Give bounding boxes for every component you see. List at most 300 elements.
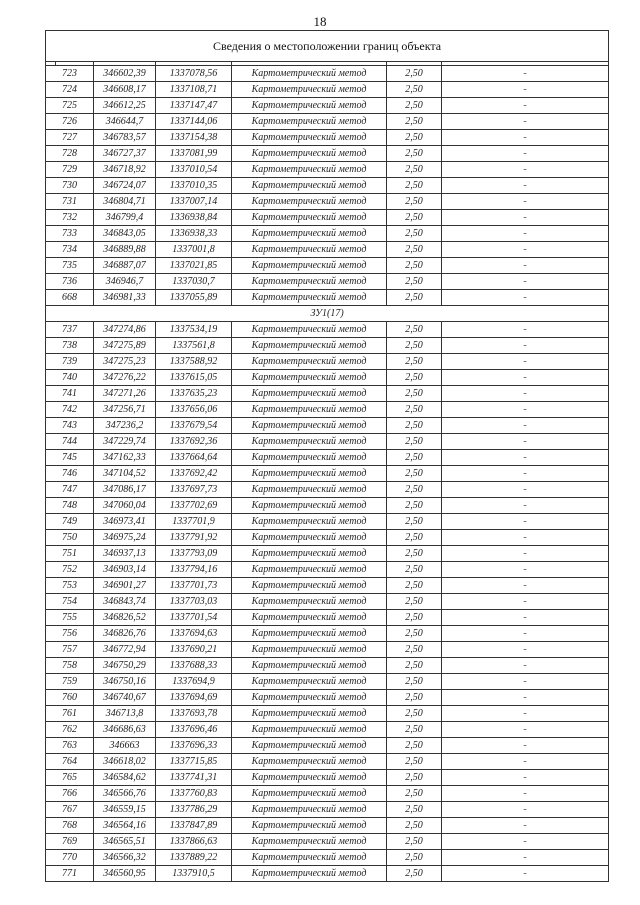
coordinate-y: 1337147,47: [156, 98, 232, 114]
table-row: [46, 274, 609, 290]
description-cell: -: [442, 690, 609, 706]
coordinate-x: 346946,7: [94, 274, 156, 290]
accuracy-cell: 2,50: [387, 802, 442, 818]
accuracy-cell: 2,50: [387, 866, 442, 882]
table-row: [46, 626, 609, 642]
description-cell: -: [442, 818, 609, 834]
accuracy-cell: 2,50: [387, 466, 442, 482]
accuracy-cell: 2,50: [387, 770, 442, 786]
accuracy-cell: 2,50: [387, 498, 442, 514]
point-number: 763: [46, 738, 94, 754]
point-number: 750: [46, 530, 94, 546]
description-cell: -: [442, 610, 609, 626]
coordinate-x: 346740,67: [94, 690, 156, 706]
coordinate-x: 347229,74: [94, 434, 156, 450]
coordinate-y: 1337679,54: [156, 418, 232, 434]
table-row: [46, 514, 609, 530]
description-cell: -: [442, 242, 609, 258]
method-cell: Картометрический метод: [232, 706, 387, 722]
accuracy-cell: 2,50: [387, 482, 442, 498]
method-cell: Картометрический метод: [232, 690, 387, 706]
table-row: [46, 658, 609, 674]
coordinate-y: 1337081,99: [156, 146, 232, 162]
table-row: [46, 866, 609, 882]
description-cell: -: [442, 98, 609, 114]
point-number: 745: [46, 450, 94, 466]
coordinate-x: 346750,16: [94, 674, 156, 690]
boundary-table: [45, 30, 609, 882]
accuracy-cell: 2,50: [387, 674, 442, 690]
accuracy-cell: 2,50: [387, 290, 442, 306]
coordinate-x: 347162,33: [94, 450, 156, 466]
description-cell: -: [442, 290, 609, 306]
accuracy-cell: 2,50: [387, 226, 442, 242]
accuracy-cell: 2,50: [387, 610, 442, 626]
point-number: 749: [46, 514, 94, 530]
description-cell: -: [442, 434, 609, 450]
table-row: [46, 290, 609, 306]
description-cell: -: [442, 802, 609, 818]
method-cell: Картометрический метод: [232, 242, 387, 258]
coordinate-x: 346686,63: [94, 722, 156, 738]
point-number: 759: [46, 674, 94, 690]
description-cell: -: [442, 450, 609, 466]
coordinate-x: 346559,15: [94, 802, 156, 818]
accuracy-cell: 2,50: [387, 626, 442, 642]
method-cell: Картометрический метод: [232, 482, 387, 498]
point-number: 762: [46, 722, 94, 738]
coordinate-x: 346750,29: [94, 658, 156, 674]
point-number: 746: [46, 466, 94, 482]
description-cell: -: [442, 194, 609, 210]
coordinate-y: 1337697,73: [156, 482, 232, 498]
coordinate-y: 1337635,23: [156, 386, 232, 402]
point-number: 731: [46, 194, 94, 210]
point-number: 756: [46, 626, 94, 642]
table-row: [46, 178, 609, 194]
accuracy-cell: 2,50: [387, 162, 442, 178]
coordinate-y: 1337715,85: [156, 754, 232, 770]
description-cell: -: [442, 258, 609, 274]
accuracy-cell: 2,50: [387, 66, 442, 82]
coordinate-y: 1337078,56: [156, 66, 232, 82]
description-cell: -: [442, 850, 609, 866]
description-cell: -: [442, 178, 609, 194]
table-row: [46, 338, 609, 354]
point-number: 753: [46, 578, 94, 594]
accuracy-cell: 2,50: [387, 354, 442, 370]
table-row: [46, 642, 609, 658]
coordinate-x: 346973,41: [94, 514, 156, 530]
method-cell: Картометрический метод: [232, 722, 387, 738]
coordinate-y: 1337534,19: [156, 322, 232, 338]
table-row: [46, 770, 609, 786]
table-row: [46, 594, 609, 610]
caption-row: [46, 31, 609, 62]
description-cell: -: [442, 386, 609, 402]
method-cell: Картометрический метод: [232, 98, 387, 114]
coordinate-y: 1337786,29: [156, 802, 232, 818]
table-row: [46, 802, 609, 818]
method-cell: Картометрический метод: [232, 178, 387, 194]
description-cell: -: [442, 466, 609, 482]
point-number: 724: [46, 82, 94, 98]
description-cell: -: [442, 354, 609, 370]
accuracy-cell: 2,50: [387, 706, 442, 722]
description-cell: -: [442, 722, 609, 738]
coordinate-x: 346713,8: [94, 706, 156, 722]
coordinate-x: 346612,25: [94, 98, 156, 114]
point-number: 739: [46, 354, 94, 370]
coordinate-x: 347236,2: [94, 418, 156, 434]
accuracy-cell: 2,50: [387, 258, 442, 274]
coordinate-y: 1337108,71: [156, 82, 232, 98]
table-row: [46, 450, 609, 466]
coordinate-y: 1337701,73: [156, 578, 232, 594]
coordinate-y: 1337055,89: [156, 290, 232, 306]
coordinate-y: 1337693,78: [156, 706, 232, 722]
table-row: [46, 258, 609, 274]
method-cell: Картометрический метод: [232, 674, 387, 690]
method-cell: Картометрический метод: [232, 210, 387, 226]
coordinate-y: 1337001,8: [156, 242, 232, 258]
method-cell: Картометрический метод: [232, 738, 387, 754]
description-cell: -: [442, 146, 609, 162]
table-row: [46, 674, 609, 690]
coordinate-x: 346804,71: [94, 194, 156, 210]
coordinate-x: 346727,37: [94, 146, 156, 162]
method-cell: Картометрический метод: [232, 498, 387, 514]
coordinate-x: 347086,17: [94, 482, 156, 498]
point-number: 743: [46, 418, 94, 434]
accuracy-cell: 2,50: [387, 418, 442, 434]
page-number: 18: [313, 14, 327, 29]
description-cell: -: [442, 658, 609, 674]
coordinate-y: 1337007,14: [156, 194, 232, 210]
table-row: [46, 562, 609, 578]
coordinate-x: 346618,02: [94, 754, 156, 770]
table-row: [46, 754, 609, 770]
coordinate-x: 346718,92: [94, 162, 156, 178]
description-cell: -: [442, 338, 609, 354]
description-cell: -: [442, 578, 609, 594]
description-cell: -: [442, 274, 609, 290]
accuracy-cell: 2,50: [387, 594, 442, 610]
point-number: 737: [46, 322, 94, 338]
table-row: [46, 818, 609, 834]
coordinate-x: 346566,32: [94, 850, 156, 866]
description-cell: -: [442, 834, 609, 850]
coordinate-y: 1337690,21: [156, 642, 232, 658]
description-cell: -: [442, 130, 609, 146]
accuracy-cell: 2,50: [387, 546, 442, 562]
point-number: 747: [46, 482, 94, 498]
coordinate-y: 1337703,03: [156, 594, 232, 610]
coordinate-y: 1337866,63: [156, 834, 232, 850]
coordinate-x: 346565,51: [94, 834, 156, 850]
table-row: [46, 610, 609, 626]
method-cell: Картометрический метод: [232, 578, 387, 594]
accuracy-cell: 2,50: [387, 514, 442, 530]
coordinate-x: 346843,74: [94, 594, 156, 610]
table-row: [46, 322, 609, 338]
accuracy-cell: 2,50: [387, 754, 442, 770]
coordinate-x: 346783,57: [94, 130, 156, 146]
method-cell: Картометрический метод: [232, 402, 387, 418]
method-cell: Картометрический метод: [232, 562, 387, 578]
method-cell: Картометрический метод: [232, 130, 387, 146]
accuracy-cell: 2,50: [387, 818, 442, 834]
coordinate-y: 1337615,05: [156, 370, 232, 386]
accuracy-cell: 2,50: [387, 562, 442, 578]
coordinate-y: 1337701,54: [156, 610, 232, 626]
coordinate-y: 1337010,54: [156, 162, 232, 178]
description-cell: -: [442, 322, 609, 338]
point-number: 726: [46, 114, 94, 130]
coordinate-x: 346602,39: [94, 66, 156, 82]
method-cell: Картометрический метод: [232, 594, 387, 610]
table-row: [46, 690, 609, 706]
accuracy-cell: 2,50: [387, 338, 442, 354]
coordinate-x: 346826,76: [94, 626, 156, 642]
coordinate-x: 346901,27: [94, 578, 156, 594]
table-row: [46, 786, 609, 802]
accuracy-cell: 2,50: [387, 738, 442, 754]
method-cell: Картометрический метод: [232, 274, 387, 290]
coordinate-y: 1337701,9: [156, 514, 232, 530]
coordinate-x: 346663: [94, 738, 156, 754]
point-number: 767: [46, 802, 94, 818]
coordinate-y: 1337847,89: [156, 818, 232, 834]
accuracy-cell: 2,50: [387, 370, 442, 386]
coordinate-x: 346724,07: [94, 178, 156, 194]
description-cell: -: [442, 418, 609, 434]
point-number: 742: [46, 402, 94, 418]
coordinate-y: 1337694,69: [156, 690, 232, 706]
coordinate-x: 346937,13: [94, 546, 156, 562]
table-row: [46, 434, 609, 450]
accuracy-cell: 2,50: [387, 690, 442, 706]
method-cell: Картометрический метод: [232, 338, 387, 354]
table-caption: Сведения о местоположении границ объекта: [46, 31, 609, 62]
accuracy-cell: 2,50: [387, 786, 442, 802]
method-cell: Картометрический метод: [232, 450, 387, 466]
coordinate-x: 346644,7: [94, 114, 156, 130]
description-cell: -: [442, 482, 609, 498]
point-number: 766: [46, 786, 94, 802]
accuracy-cell: 2,50: [387, 402, 442, 418]
point-number: 738: [46, 338, 94, 354]
method-cell: Картометрический метод: [232, 818, 387, 834]
coordinate-x: 346889,88: [94, 242, 156, 258]
coordinate-y: 1337030,7: [156, 274, 232, 290]
coordinate-y: 1337692,42: [156, 466, 232, 482]
accuracy-cell: 2,50: [387, 642, 442, 658]
coordinate-y: 1337010,35: [156, 178, 232, 194]
coordinate-y: 1337688,33: [156, 658, 232, 674]
description-cell: -: [442, 514, 609, 530]
point-number: 760: [46, 690, 94, 706]
accuracy-cell: 2,50: [387, 434, 442, 450]
coordinate-y: 1336938,84: [156, 210, 232, 226]
point-number: 754: [46, 594, 94, 610]
section-row: [46, 306, 609, 322]
description-cell: -: [442, 82, 609, 98]
method-cell: Картометрический метод: [232, 754, 387, 770]
coordinate-y: 1337696,46: [156, 722, 232, 738]
coordinate-x: 346887,07: [94, 258, 156, 274]
coordinate-y: 1337588,92: [156, 354, 232, 370]
coordinate-x: 346975,24: [94, 530, 156, 546]
table-row: [46, 354, 609, 370]
method-cell: Картометрический метод: [232, 82, 387, 98]
point-number: 769: [46, 834, 94, 850]
method-cell: Картометрический метод: [232, 530, 387, 546]
coordinate-x: 346560,95: [94, 866, 156, 882]
table-row: [46, 242, 609, 258]
table-row: [46, 82, 609, 98]
accuracy-cell: 2,50: [387, 834, 442, 850]
coordinate-x: 347060,04: [94, 498, 156, 514]
point-number: 736: [46, 274, 94, 290]
table-row: [46, 130, 609, 146]
point-number: 729: [46, 162, 94, 178]
description-cell: -: [442, 706, 609, 722]
description-cell: -: [442, 162, 609, 178]
table-row: [46, 578, 609, 594]
method-cell: Картометрический метод: [232, 370, 387, 386]
description-cell: -: [442, 66, 609, 82]
coordinate-y: 1337692,36: [156, 434, 232, 450]
accuracy-cell: 2,50: [387, 450, 442, 466]
method-cell: Картометрический метод: [232, 354, 387, 370]
accuracy-cell: 2,50: [387, 530, 442, 546]
point-number: 725: [46, 98, 94, 114]
coordinate-y: 1337760,83: [156, 786, 232, 802]
coordinate-x: 347276,22: [94, 370, 156, 386]
accuracy-cell: 2,50: [387, 146, 442, 162]
accuracy-cell: 2,50: [387, 578, 442, 594]
description-cell: -: [442, 210, 609, 226]
method-cell: Картометрический метод: [232, 226, 387, 242]
point-number: 668: [46, 290, 94, 306]
coordinate-y: 1337694,63: [156, 626, 232, 642]
point-number: 727: [46, 130, 94, 146]
accuracy-cell: 2,50: [387, 130, 442, 146]
method-cell: Картометрический метод: [232, 802, 387, 818]
description-cell: -: [442, 754, 609, 770]
coordinate-x: 346772,94: [94, 642, 156, 658]
table-row: [46, 98, 609, 114]
method-cell: Картометрический метод: [232, 322, 387, 338]
coordinate-x: 347256,71: [94, 402, 156, 418]
coordinate-y: 1337696,33: [156, 738, 232, 754]
coordinate-y: 1337561,8: [156, 338, 232, 354]
description-cell: -: [442, 402, 609, 418]
coordinate-y: 1337154,38: [156, 130, 232, 146]
accuracy-cell: 2,50: [387, 274, 442, 290]
coordinate-x: 346826,52: [94, 610, 156, 626]
point-number: 751: [46, 546, 94, 562]
description-cell: -: [442, 546, 609, 562]
coordinate-y: 1336938,33: [156, 226, 232, 242]
method-cell: Картометрический метод: [232, 658, 387, 674]
point-number: 741: [46, 386, 94, 402]
table-row: [46, 210, 609, 226]
table-row: [46, 738, 609, 754]
accuracy-cell: 2,50: [387, 322, 442, 338]
point-number: 764: [46, 754, 94, 770]
method-cell: Картометрический метод: [232, 258, 387, 274]
description-cell: -: [442, 594, 609, 610]
table-row: [46, 418, 609, 434]
point-number: 757: [46, 642, 94, 658]
description-cell: -: [442, 562, 609, 578]
coordinate-x: 347104,52: [94, 466, 156, 482]
description-cell: -: [442, 674, 609, 690]
coordinate-x: 347271,26: [94, 386, 156, 402]
method-cell: Картометрический метод: [232, 146, 387, 162]
coordinate-y: 1337889,22: [156, 850, 232, 866]
coordinate-x: 347275,89: [94, 338, 156, 354]
coordinate-y: 1337144,06: [156, 114, 232, 130]
accuracy-cell: 2,50: [387, 194, 442, 210]
description-cell: -: [442, 530, 609, 546]
method-cell: Картометрический метод: [232, 834, 387, 850]
point-number: 733: [46, 226, 94, 242]
table-row: [46, 850, 609, 866]
description-cell: -: [442, 626, 609, 642]
description-cell: -: [442, 114, 609, 130]
table-row: [46, 498, 609, 514]
point-number: 765: [46, 770, 94, 786]
coordinate-y: 1337793,09: [156, 546, 232, 562]
table-row: [46, 194, 609, 210]
coordinate-y: 1337910,5: [156, 866, 232, 882]
method-cell: Картометрический метод: [232, 866, 387, 882]
accuracy-cell: 2,50: [387, 178, 442, 194]
coordinate-x: 346584,62: [94, 770, 156, 786]
point-number: 771: [46, 866, 94, 882]
coordinate-y: 1337694,9: [156, 674, 232, 690]
coordinate-x: 346981,33: [94, 290, 156, 306]
method-cell: Картометрический метод: [232, 466, 387, 482]
coordinate-y: 1337791,92: [156, 530, 232, 546]
accuracy-cell: 2,50: [387, 242, 442, 258]
method-cell: Картометрический метод: [232, 114, 387, 130]
point-number: 732: [46, 210, 94, 226]
method-cell: Картометрический метод: [232, 514, 387, 530]
accuracy-cell: 2,50: [387, 658, 442, 674]
accuracy-cell: 2,50: [387, 850, 442, 866]
point-number: 755: [46, 610, 94, 626]
point-number: 730: [46, 178, 94, 194]
table-row: [46, 370, 609, 386]
point-number: 770: [46, 850, 94, 866]
method-cell: Картометрический метод: [232, 434, 387, 450]
coordinate-y: 1337664,64: [156, 450, 232, 466]
section-label: ЗУ1(17): [46, 306, 609, 322]
table-row: [46, 466, 609, 482]
description-cell: -: [442, 866, 609, 882]
point-number: 735: [46, 258, 94, 274]
coordinate-y: 1337741,31: [156, 770, 232, 786]
description-cell: -: [442, 786, 609, 802]
method-cell: Картометрический метод: [232, 162, 387, 178]
coordinate-x: 346608,17: [94, 82, 156, 98]
table-row: [46, 226, 609, 242]
coordinate-x: 346564,16: [94, 818, 156, 834]
